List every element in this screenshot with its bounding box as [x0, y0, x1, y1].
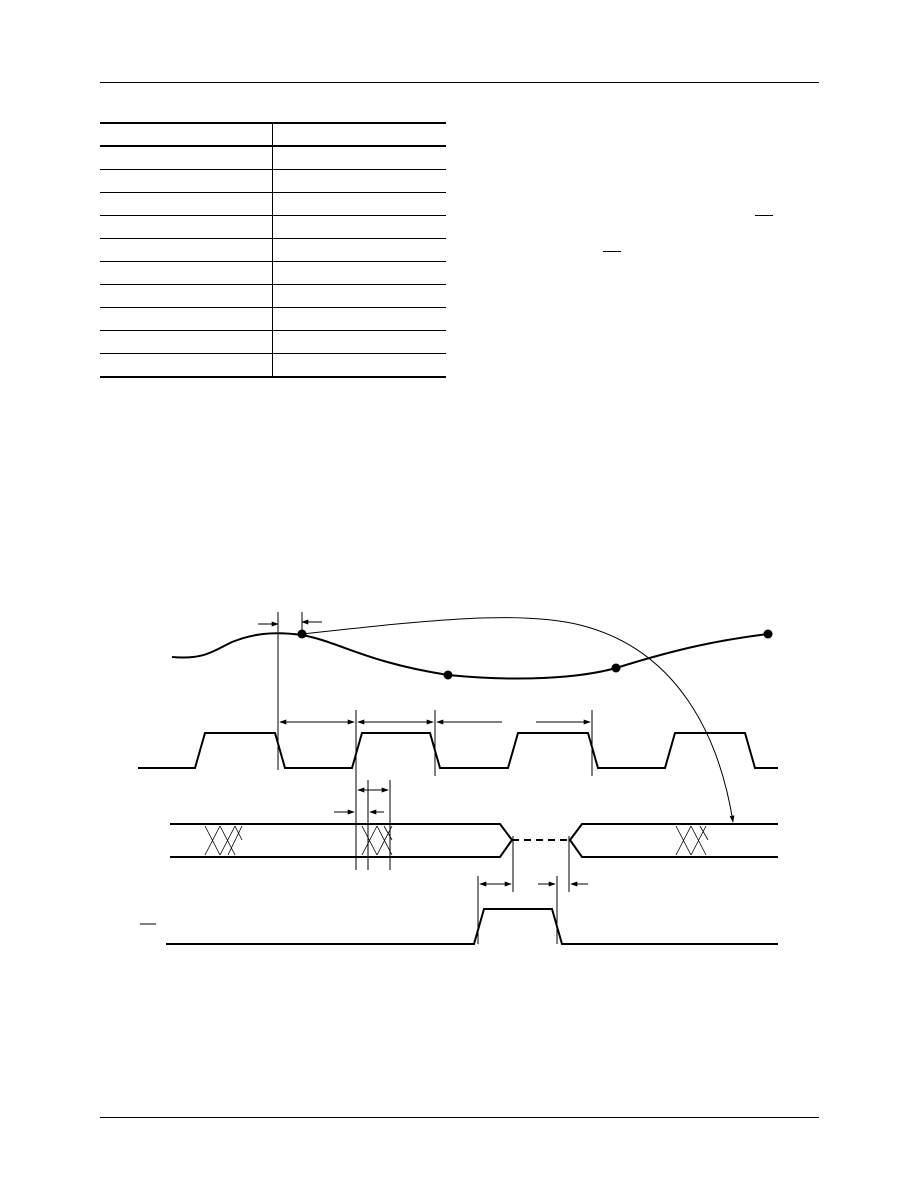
- sample-point: [764, 630, 773, 639]
- footer-rule: [100, 1117, 819, 1118]
- sample-point: [444, 671, 453, 680]
- data-bus-waveform: [170, 780, 778, 870]
- data-transition-hatch: [205, 826, 242, 855]
- pipeline-pointer: [302, 618, 733, 822]
- output-enable-waveform: [140, 836, 778, 944]
- data-transition-hatch: [362, 826, 392, 855]
- clock-waveform: [138, 710, 778, 870]
- data-transition-hatch: [676, 826, 708, 855]
- sample-point: [612, 664, 621, 673]
- analog-waveform: [172, 612, 773, 822]
